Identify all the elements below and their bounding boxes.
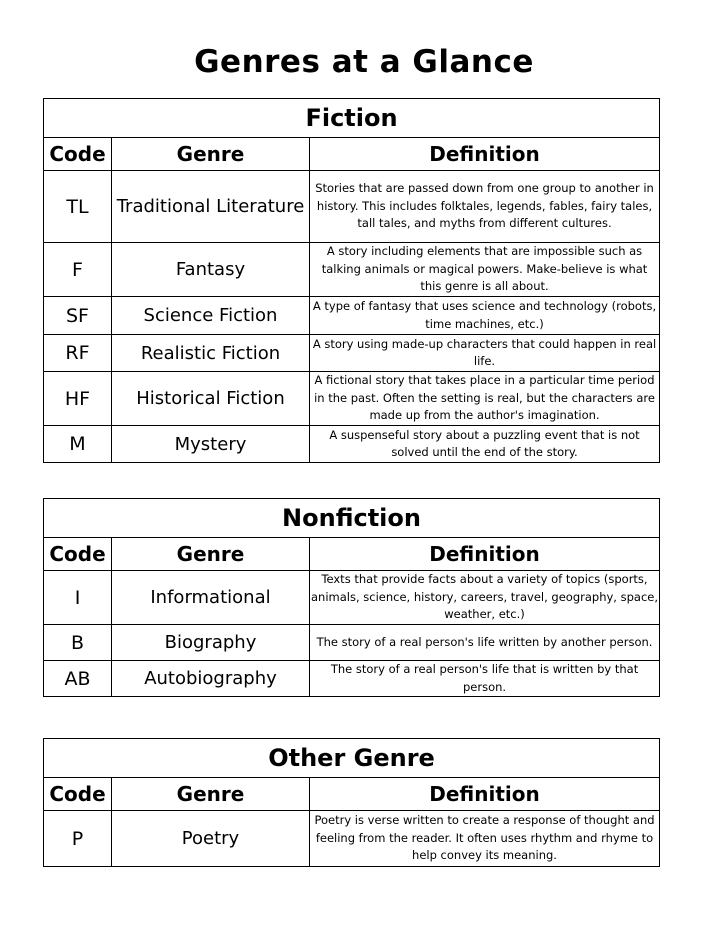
genre-column-header: Genre <box>112 778 310 811</box>
genre-definition: Texts that provide facts about a variety of topics (sports, animals, science, history, careers, travel, geography, space, weather, etc.) <box>310 571 660 625</box>
genre-name: Biography <box>112 625 310 661</box>
column-header-row <box>44 778 660 811</box>
table-row <box>44 625 660 661</box>
section-heading: Nonfiction <box>44 499 660 538</box>
genre-name: Mystery <box>112 426 310 463</box>
genre-definition: The story of a real person's life that is written by that person. <box>310 661 660 697</box>
genre-definition: The story of a real person's life written by another person. <box>310 625 660 661</box>
genre-name: Autobiography <box>112 661 310 697</box>
section-heading: Fiction <box>44 99 660 138</box>
genre-column-header: Genre <box>112 538 310 571</box>
code-column-header: Code <box>44 138 112 171</box>
table-row <box>44 243 660 297</box>
section-heading: Other Genre <box>44 739 660 778</box>
section-heading-row <box>44 499 660 538</box>
genre-code: RF <box>44 335 112 372</box>
column-header-row <box>44 538 660 571</box>
section-heading-row <box>44 99 660 138</box>
definition-column-header: Definition <box>310 778 660 811</box>
genre-code: P <box>44 811 112 867</box>
genre-name: Science Fiction <box>112 297 310 335</box>
genre-name: Traditional Literature <box>112 171 310 243</box>
section-heading-row <box>44 739 660 778</box>
genre-code: TL <box>44 171 112 243</box>
genre-name: Poetry <box>112 811 310 867</box>
genre-definition: Stories that are passed down from one group to another in history. This includes folktales, legends, fables, fairy tales, tall tales, and myths from different cultures. <box>310 171 660 243</box>
genre-column-header: Genre <box>112 138 310 171</box>
table-row <box>44 661 660 697</box>
genre-code: AB <box>44 661 112 697</box>
page-title: Genres at a Glance <box>194 44 534 80</box>
genre-code: SF <box>44 297 112 335</box>
genre-code: I <box>44 571 112 625</box>
code-column-header: Code <box>44 538 112 571</box>
genre-definition: A story using made-up characters that could happen in real life. <box>310 335 660 372</box>
genre-code: M <box>44 426 112 463</box>
genre-code: B <box>44 625 112 661</box>
genre-definition: A fictional story that takes place in a particular time period in the past. Often the setting is real, but the characters are made up from the author's imagination. <box>310 372 660 426</box>
genre-definition: Poetry is verse written to create a response of thought and feeling from the reader. It often uses rhythm and rhyme to help convey its meaning. <box>310 811 660 867</box>
genre-code: F <box>44 243 112 297</box>
definition-column-header: Definition <box>310 538 660 571</box>
column-header-row <box>44 138 660 171</box>
table-row <box>44 171 660 243</box>
genre-name: Historical Fiction <box>112 372 310 426</box>
definition-column-header: Definition <box>310 138 660 171</box>
table-row <box>44 811 660 867</box>
genre-definition: A story including elements that are impossible such as talking animals or magical powers. Make-believe is what this genre is all about. <box>310 243 660 297</box>
table-row <box>44 372 660 426</box>
genre-name: Fantasy <box>112 243 310 297</box>
table-row <box>44 571 660 625</box>
genre-name: Informational <box>112 571 310 625</box>
table-row <box>44 297 660 335</box>
genre-definition: A suspenseful story about a puzzling event that is not solved until the end of the story. <box>310 426 660 463</box>
table-row <box>44 335 660 372</box>
other-genre-table <box>43 738 660 867</box>
genre-definition: A type of fantasy that uses science and technology (robots, time machines, etc.) <box>310 297 660 335</box>
code-column-header: Code <box>44 778 112 811</box>
genre-name: Realistic Fiction <box>112 335 310 372</box>
table-row <box>44 426 660 463</box>
nonfiction-table <box>43 498 660 697</box>
fiction-table <box>43 98 660 463</box>
genre-code: HF <box>44 372 112 426</box>
